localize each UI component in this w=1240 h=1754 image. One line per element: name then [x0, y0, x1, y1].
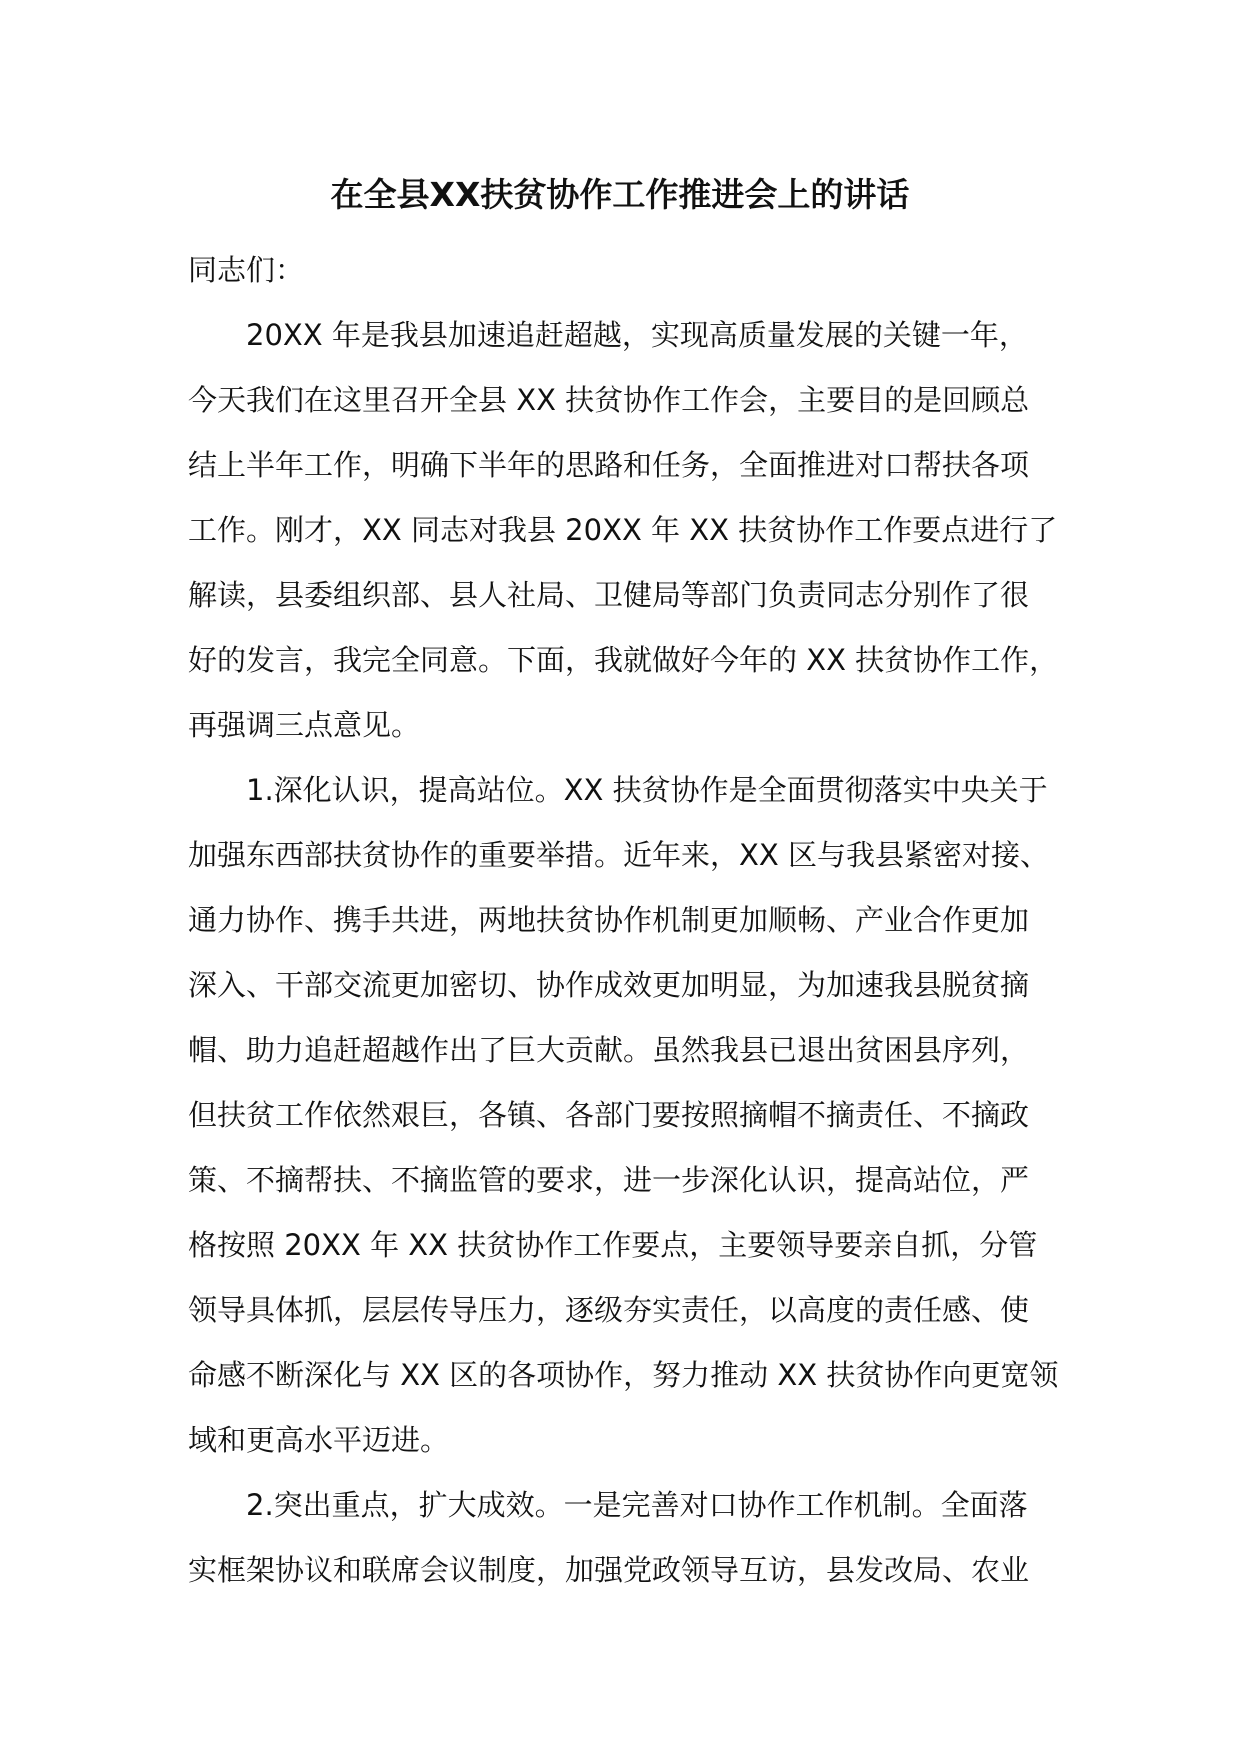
body-line: 实框架协议和联席会议制度，加强党政领导互访，县发改局、农业 — [188, 1553, 1030, 1587]
body-line: 命感不断深化与 XX 区的各项协作，努力推动 XX 扶贫协作向更宽领 — [188, 1358, 1059, 1392]
body-line: 但扶贫工作依然艰巨，各镇、各部门要按照摘帽不摘责任、不摘政 — [188, 1098, 1030, 1132]
document-title: 在全县XX扶贫协作工作推进会上的讲话 — [330, 175, 910, 214]
body-line: 领导具体抓，层层传导压力，逐级夯实责任，以高度的责任感、使 — [188, 1293, 1030, 1327]
body-line: 策、不摘帮扶、不摘监管的要求，进一步深化认识，提高站位，严 — [188, 1163, 1030, 1197]
body-line: 再强调三点意见。 — [188, 708, 421, 742]
body-line: 解读，县委组织部、县人社局、卫健局等部门负责同志分别作了很 — [188, 578, 1030, 612]
document-body — [188, 238, 1078, 1603]
body-line: 帽、助力追赶超越作出了巨大贡献。虽然我县已退出贫困县序列， — [188, 1033, 1030, 1067]
body-line: 结上半年工作，明确下半年的思路和任务，全面推进对口帮扶各项 — [188, 448, 1030, 482]
body-line: 好的发言，我完全同意。下面，我就做好今年的 XX 扶贫协作工作， — [188, 643, 1059, 677]
body-line: 20XX 年是我县加速追赶超越，实现高质量发展的关键一年， — [246, 318, 1028, 352]
body-line: 深入、干部交流更加密切、协作成效更加明显，为加速我县脱贫摘 — [188, 968, 1030, 1002]
body-line: 格按照 20XX 年 XX 扶贫协作工作要点，主要领导要亲自抓，分管 — [188, 1228, 1038, 1262]
body-line: 2.突出重点，扩大成效。一是完善对口协作工作机制。全面落 — [246, 1488, 1028, 1522]
body-line: 工作。刚才，XX 同志对我县 20XX 年 XX 扶贫协作工作要点进行了 — [188, 513, 1058, 547]
body-line: 1.深化认识，提高站位。XX 扶贫协作是全面贯彻落实中央关于 — [246, 773, 1048, 807]
body-line: 加强东西部扶贫协作的重要举措。近年来，XX 区与我县紧密对接、 — [188, 838, 1049, 872]
body-line: 域和更高水平迈进。 — [188, 1423, 450, 1457]
body-line: 今天我们在这里召开全县 XX 扶贫协作工作会，主要目的是回顾总 — [188, 383, 1030, 417]
body-line: 通力协作、携手共进，两地扶贫协作机制更加顺畅、产业合作更加 — [188, 903, 1030, 937]
body-line: 同志们： — [188, 253, 305, 287]
